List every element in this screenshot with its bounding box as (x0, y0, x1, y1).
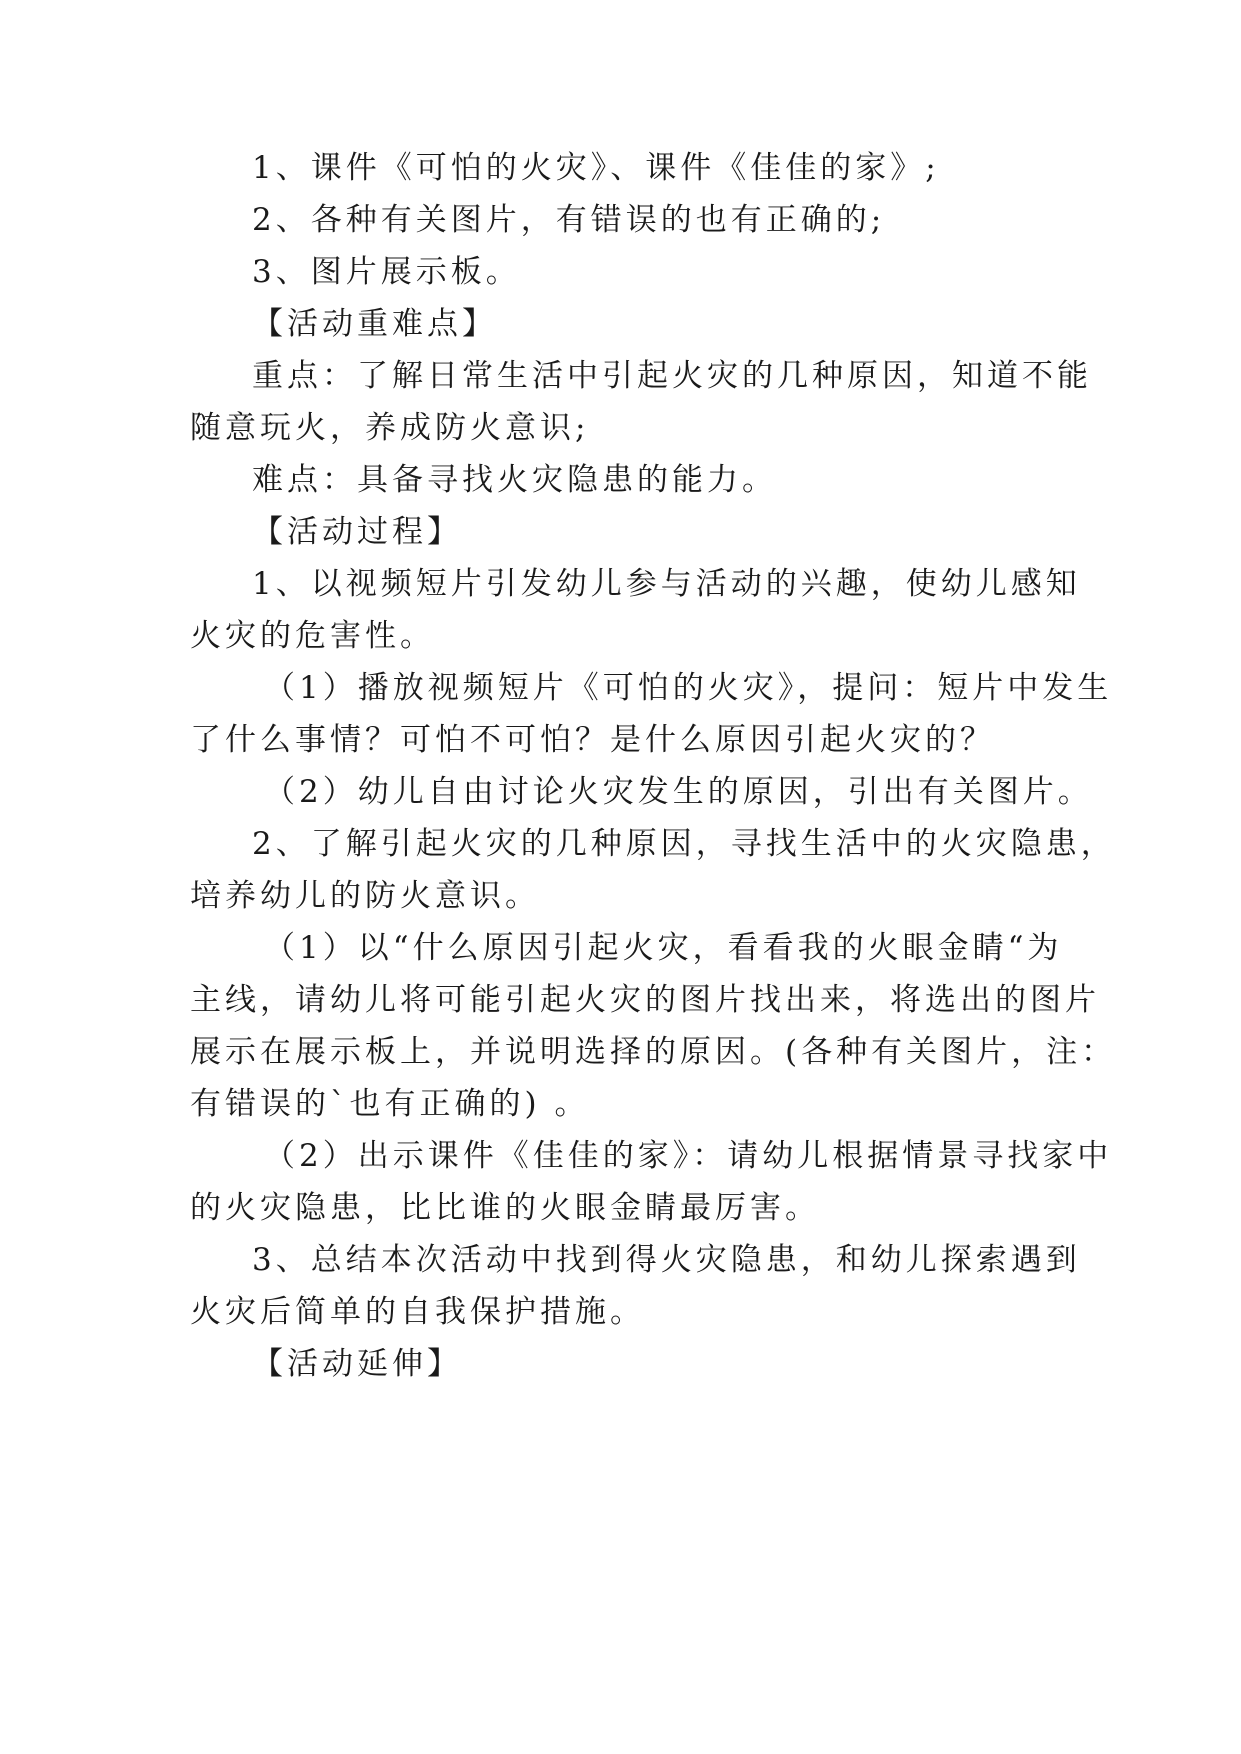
section-heading-key-points: 【活动重难点】 (252, 306, 497, 342)
process-step-1-line-1: 1、以视频短片引发幼儿参与活动的兴趣，使幼儿感知 (252, 566, 1081, 602)
process-step-3-line-2: 火灾后简单的自我保护措施。 (190, 1294, 645, 1330)
section-heading-extension: 【活动延伸】 (252, 1346, 462, 1382)
process-step-1-sub-1-line-1: （1）播放视频短片《可怕的火灾》，提问：短片中发生 (264, 670, 1113, 706)
section-heading-process: 【活动过程】 (252, 514, 462, 550)
process-step-2-sub-2-line-1: （2）出示课件《佳佳的家》：请幼儿根据情景寻找家中 (264, 1138, 1113, 1174)
process-step-1-sub-1-line-2: 了什么事情？可怕不可怕？是什么原因引起火灾的？ (190, 722, 995, 758)
process-step-3-line-1: 3、总结本次活动中找到得火灾隐患，和幼儿探索遇到 (252, 1242, 1081, 1278)
material-item-2: 2、各种有关图片，有错误的也有正确的; (252, 202, 886, 238)
process-step-2-line-1: 2、了解引起火灾的几种原因，寻找生活中的火灾隐患， (252, 826, 1116, 862)
process-step-2-sub-1-line-4: 有错误的`也有正确的) 。 (190, 1086, 590, 1122)
process-step-2-sub-1-line-3: 展示在展示板上，并说明选择的原因。(各种有关图片，注： (190, 1034, 1117, 1070)
process-step-2-line-2: 培养幼儿的防火意识。 (190, 878, 540, 914)
key-point-line-1: 重点：了解日常生活中引起火灾的几种原因，知道不能 (252, 358, 1092, 394)
process-step-1-sub-2: （2）幼儿自由讨论火灾发生的原因，引出有关图片。 (264, 774, 1093, 810)
process-step-2-sub-1-line-2: 主线，请幼儿将可能引起火灾的图片找出来，将选出的图片 (190, 982, 1100, 1018)
material-item-1: 1、课件《可怕的火灾》、课件《佳佳的家》; (252, 150, 940, 186)
process-step-1-line-2: 火灾的危害性。 (190, 618, 435, 654)
difficulty-line: 难点：具备寻找火灾隐患的能力。 (252, 462, 777, 498)
key-point-line-2: 随意玩火，养成防火意识; (190, 410, 590, 446)
material-item-3: 3、图片展示板。 (252, 254, 521, 290)
process-step-2-sub-2-line-2: 的火灾隐患，比比谁的火眼金睛最厉害。 (190, 1190, 820, 1226)
process-step-2-sub-1-line-1: （1）以“什么原因引起火灾，看看我的火眼金睛“为 (264, 930, 1063, 966)
